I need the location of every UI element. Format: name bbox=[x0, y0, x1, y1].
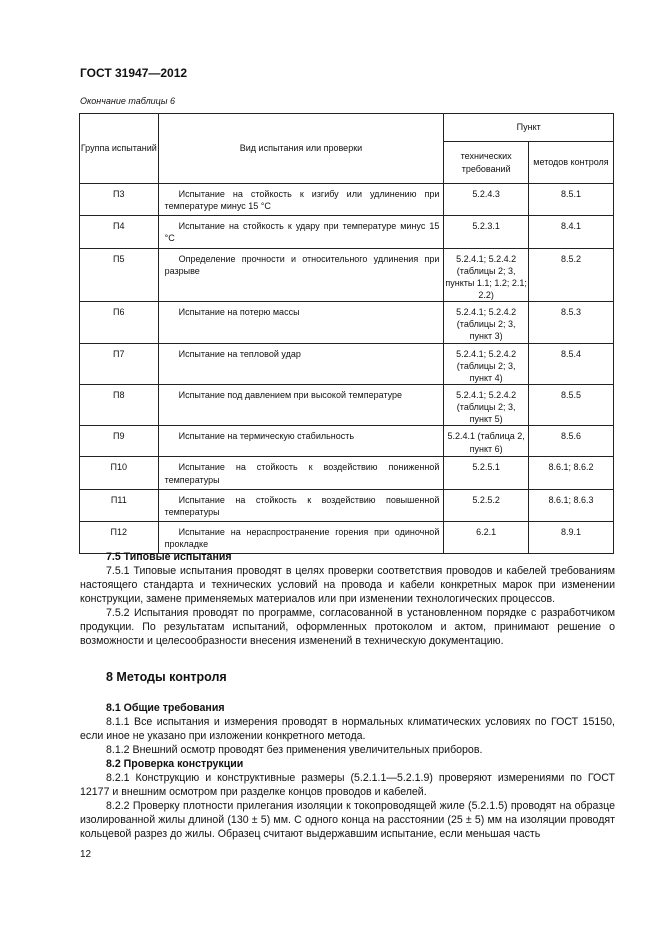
section-title-8-1: 8.1 Общие требования bbox=[106, 702, 225, 714]
col-header-methods: методов контроля bbox=[528, 142, 613, 184]
section-title-8: 8 Методы контроля bbox=[106, 670, 227, 684]
cell-requirements: 5.2.4.1; 5.2.4.2 (таблицы 2; 3, пункты 1.1; 1.2; 2.1; 2.2) bbox=[444, 248, 529, 302]
cell-test-type-text: Испытание на нераспространение горения при одиночной прокладке bbox=[164, 526, 440, 550]
cell-group: П5 bbox=[80, 248, 159, 302]
section-8-body bbox=[80, 701, 615, 841]
cell-group: П7 bbox=[80, 343, 159, 384]
cell-requirements: 5.2.4.1; 5.2.4.2 (таблицы 2; 3, пункт 4) bbox=[444, 343, 529, 384]
col-header-group: Группа испытаний bbox=[80, 114, 159, 184]
cell-test-type-text: Определение прочности и относительного удлинения при разрыве bbox=[164, 253, 440, 276]
cell-test-type-text: Испытание на термическую стабильность bbox=[178, 431, 355, 442]
table-row bbox=[80, 384, 614, 425]
cell-test-type bbox=[158, 489, 444, 521]
table-row bbox=[80, 521, 614, 553]
cell-group: П11 bbox=[80, 489, 159, 521]
table-row bbox=[80, 489, 614, 521]
table-row bbox=[80, 216, 614, 248]
cell-requirements: 6.2.1 bbox=[444, 521, 529, 553]
cell-test-type-text: Испытание на тепловой удар bbox=[178, 348, 301, 359]
cell-test-type-text: Испытание под давлением при высокой температуре bbox=[178, 389, 403, 400]
table-caption: Окончание таблицы 6 bbox=[80, 96, 175, 106]
cell-test-type bbox=[158, 343, 444, 384]
cell-group: П12 bbox=[80, 521, 159, 553]
cell-test-type bbox=[158, 426, 444, 457]
cell-requirements: 5.2.4.3 bbox=[444, 184, 529, 216]
cell-group: П8 bbox=[80, 384, 159, 425]
cell-group: П10 bbox=[80, 457, 159, 489]
table-row bbox=[80, 426, 614, 457]
cell-test-type bbox=[158, 521, 444, 553]
paragraph-7-5-1: 7.5.1 Типовые испытания проводят в целях проверки соответствия проводов и кабелей требованиям настоящего стандарта и технических условий на провода и кабели конкретных марок при изменении конструкции, замене применяемых материалов или при изменении технологических процессов. bbox=[80, 565, 615, 605]
section-title-7-5: 7.5 Типовые испытания bbox=[106, 551, 232, 563]
cell-requirements: 5.2.4.1 (таблица 2, пункт 6) bbox=[444, 426, 529, 457]
cell-methods: 8.4.1 bbox=[528, 216, 613, 248]
paragraph-8-2-2: 8.2.2 Проверку плотности прилегания изоляции к токопроводящей жиле (5.2.1.5) проводят на образце изолированной жилы длиной (130 ± 5) мм. С одного конца на расстоянии (25 ± 5) мм на изоляции проводят кольцевой разрез до жилы. Образец считают выдержавшим испытание, если меньшая часть bbox=[80, 800, 615, 840]
table-row bbox=[80, 184, 614, 216]
paragraph-8-2-1: 8.2.1 Конструкцию и конструктивные размеры (5.2.1.1—5.2.1.9) проверяют измерениями по ГОСТ 12177 и внешним осмотром при разделке концов проводов и кабелей. bbox=[80, 772, 615, 798]
cell-test-type bbox=[158, 248, 444, 302]
cell-methods: 8.6.1; 8.6.3 bbox=[528, 489, 613, 521]
cell-test-type-text: Испытание на стойкость к воздействию пониженной температуры bbox=[164, 462, 440, 485]
document-header: ГОСТ 31947—2012 bbox=[80, 66, 188, 80]
cell-test-type bbox=[158, 457, 444, 489]
section-title-8-2: 8.2 Проверка конструкции bbox=[106, 758, 244, 770]
table-row bbox=[80, 343, 614, 384]
cell-methods: 8.6.1; 8.6.2 bbox=[528, 457, 613, 489]
cell-group: П9 bbox=[80, 426, 159, 457]
cell-group: П3 bbox=[80, 184, 159, 216]
cell-test-type-text: Испытание на потерю массы bbox=[178, 307, 300, 318]
paragraph-8-1-1: 8.1.1 Все испытания и измерения проводят в нормальных климатических условиях по ГОСТ 15150, если иное не указано при изложении конкретного метода. bbox=[80, 716, 615, 742]
cell-methods: 8.5.6 bbox=[528, 426, 613, 457]
table-row bbox=[80, 457, 614, 489]
cell-requirements: 5.2.5.2 bbox=[444, 489, 529, 521]
cell-test-type-text: Испытание на стойкость к удару при температуре минус 15 °С bbox=[164, 221, 440, 244]
cell-group: П4 bbox=[80, 216, 159, 248]
paragraph-7-5-2: 7.5.2 Испытания проводят по программе, согласованной в установленном порядке с разработчиком продукции. По результатам испытаний, оформленных протоколом и актом, принимают решение о возможности и целесообразности внесения изменений в техническую документацию. bbox=[80, 607, 615, 647]
cell-methods: 8.5.5 bbox=[528, 384, 613, 425]
page-number: 12 bbox=[80, 849, 92, 860]
cell-methods: 8.5.4 bbox=[528, 343, 613, 384]
cell-group: П6 bbox=[80, 302, 159, 343]
cell-requirements: 5.2.4.1; 5.2.4.2 (таблицы 2; 3, пункт 3) bbox=[444, 302, 529, 343]
cell-test-type bbox=[158, 216, 444, 248]
cell-requirements: 5.2.3.1 bbox=[444, 216, 529, 248]
cell-methods: 8.5.3 bbox=[528, 302, 613, 343]
cell-test-type bbox=[158, 302, 444, 343]
col-header-punkt: Пункт bbox=[444, 114, 614, 142]
cell-methods: 8.9.1 bbox=[528, 521, 613, 553]
section-7-5 bbox=[80, 550, 615, 648]
paragraph-8-1-2: 8.1.2 Внешний осмотр проводят без применения увеличительных приборов. bbox=[106, 744, 483, 756]
table-row bbox=[80, 248, 614, 302]
cell-test-type-text: Испытание на стойкость к изгибу или удлинению при температуре минус 15 °С bbox=[164, 189, 440, 212]
cell-test-type bbox=[158, 384, 444, 425]
table-row bbox=[80, 302, 614, 343]
cell-methods: 8.5.2 bbox=[528, 248, 613, 302]
cell-test-type-text: Испытание на стойкость к воздействию повышенной температуры bbox=[164, 494, 440, 517]
test-table bbox=[79, 113, 614, 554]
cell-methods: 8.5.1 bbox=[528, 184, 613, 216]
col-header-type: Вид испытания или проверки bbox=[158, 114, 444, 184]
cell-test-type bbox=[158, 184, 444, 216]
col-header-requirements: технических требований bbox=[444, 142, 529, 184]
cell-requirements: 5.2.5.1 bbox=[444, 457, 529, 489]
cell-requirements: 5.2.4.1; 5.2.4.2 (таблицы 2; 3, пункт 5) bbox=[444, 384, 529, 425]
